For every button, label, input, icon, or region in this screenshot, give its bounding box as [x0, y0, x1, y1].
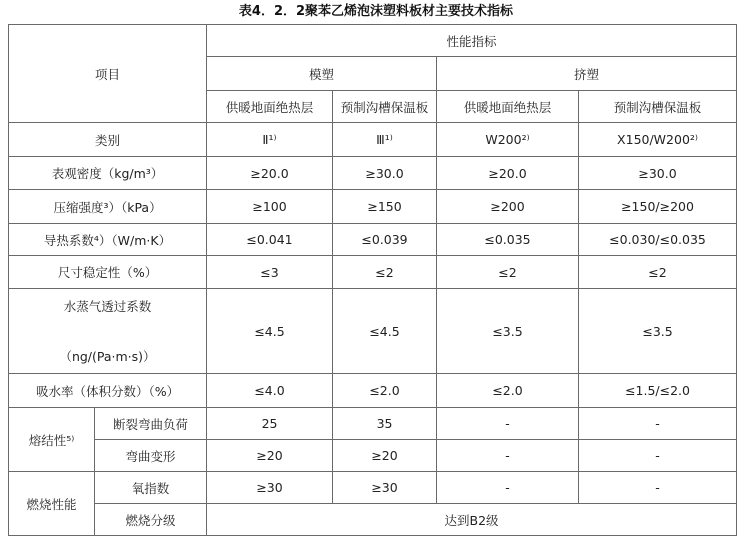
row-label: 导热系数⁴）（W/m·K） — [9, 224, 207, 256]
cell-value: ≤1.5/≤2.0 — [579, 374, 737, 408]
cell-value: X150/W200²⁾ — [579, 123, 737, 157]
row-compressive-strength — [9, 190, 737, 224]
cell-value: ≥30.0 — [579, 157, 737, 190]
cell-value: ≤3 — [207, 256, 333, 289]
group-label-fusion: 熔结性⁵⁾ — [9, 408, 95, 472]
row-label: 尺寸稳定性（%） — [9, 256, 207, 289]
cell-value: ≥20 — [207, 440, 333, 472]
cell-value: - — [437, 440, 579, 472]
row-fusion-bending-load — [9, 408, 737, 440]
cell-value: Ⅲ¹⁾ — [333, 123, 437, 157]
cell-value: ≤2.0 — [437, 374, 579, 408]
cell-value: ≥100 — [207, 190, 333, 224]
cell-value: ≥150/≥200 — [579, 190, 737, 224]
tech-spec-table — [8, 24, 737, 536]
row-oxygen-index — [9, 472, 737, 504]
cell-value: - — [437, 472, 579, 504]
header-col-3: 供暖地面绝热层 — [437, 91, 579, 123]
group-label-combustion: 燃烧性能 — [9, 472, 95, 536]
cell-value: - — [437, 408, 579, 440]
row-label: 表观密度（kg/m³） — [9, 157, 207, 190]
cell-value: ≥30 — [207, 472, 333, 504]
row-label-line-2: （ng/(Pa·m·s)） — [59, 349, 156, 364]
cell-value: W200²⁾ — [437, 123, 579, 157]
cell-value: ≥30.0 — [333, 157, 437, 190]
cell-value: 25 — [207, 408, 333, 440]
merged-value-cell: 达到B2级 — [207, 504, 737, 536]
cell-value: ≤0.035 — [437, 224, 579, 256]
cell-value: ≤4.0 — [207, 374, 333, 408]
cell-value: - — [579, 408, 737, 440]
row-dimensional-stability — [9, 256, 737, 289]
cell-value: ≤3.5 — [579, 289, 737, 374]
row-combustion-grade — [9, 504, 737, 536]
row-label-line-1: 水蒸气透过系数 — [63, 299, 152, 314]
header-col-1: 供暖地面绝热层 — [207, 91, 333, 123]
row-label: 氧指数 — [95, 472, 207, 504]
row-thermal-conductivity — [9, 224, 737, 256]
cell-value: ≤4.5 — [333, 289, 437, 374]
row-density — [9, 157, 737, 190]
header-col-2: 预制沟槽保温板 — [333, 91, 437, 123]
row-category — [9, 123, 737, 157]
row-water-absorption — [9, 374, 737, 408]
cell-value: - — [579, 440, 737, 472]
header-extruded: 挤塑 — [437, 57, 737, 91]
cell-value: ≤2.0 — [333, 374, 437, 408]
table-caption: 表4．2．2聚苯乙烯泡沫塑料板材主要技术指标 — [238, 4, 514, 19]
header-performance: 性能指标 — [207, 25, 737, 57]
cell-value: ≥20.0 — [207, 157, 333, 190]
cell-value: ≤3.5 — [437, 289, 579, 374]
header-col-4: 预制沟槽保温板 — [579, 91, 737, 123]
cell-value: 35 — [333, 408, 437, 440]
cell-value: ≥20.0 — [437, 157, 579, 190]
row-label: 类别 — [9, 123, 207, 157]
cell-value: ≤4.5 — [207, 289, 333, 374]
cell-value: ≥30 — [333, 472, 437, 504]
cell-value: ≥150 — [333, 190, 437, 224]
row-label: 弯曲变形 — [95, 440, 207, 472]
cell-value: ≤2 — [579, 256, 737, 289]
row-label: 压缩强度³）（kPa） — [9, 190, 207, 224]
row-label: 断裂弯曲负荷 — [95, 408, 207, 440]
header-molded: 模塑 — [207, 57, 437, 91]
row-label: 燃烧分级 — [95, 504, 207, 536]
cell-value: ≤2 — [437, 256, 579, 289]
cell-value: ≤2 — [333, 256, 437, 289]
row-label — [9, 289, 207, 374]
cell-value: ≤0.030/≤0.035 — [579, 224, 737, 256]
cell-value: ≥200 — [437, 190, 579, 224]
cell-value: - — [579, 472, 737, 504]
cell-value: ≤0.041 — [207, 224, 333, 256]
row-label: 吸水率（体积分数）（%） — [9, 374, 207, 408]
row-fusion-bending-deformation — [9, 440, 737, 472]
cell-value: Ⅱ¹⁾ — [207, 123, 333, 157]
header-item: 项目 — [9, 25, 207, 123]
row-vapor-permeability — [9, 289, 737, 374]
cell-value: ≤0.039 — [333, 224, 437, 256]
cell-value: ≥20 — [333, 440, 437, 472]
